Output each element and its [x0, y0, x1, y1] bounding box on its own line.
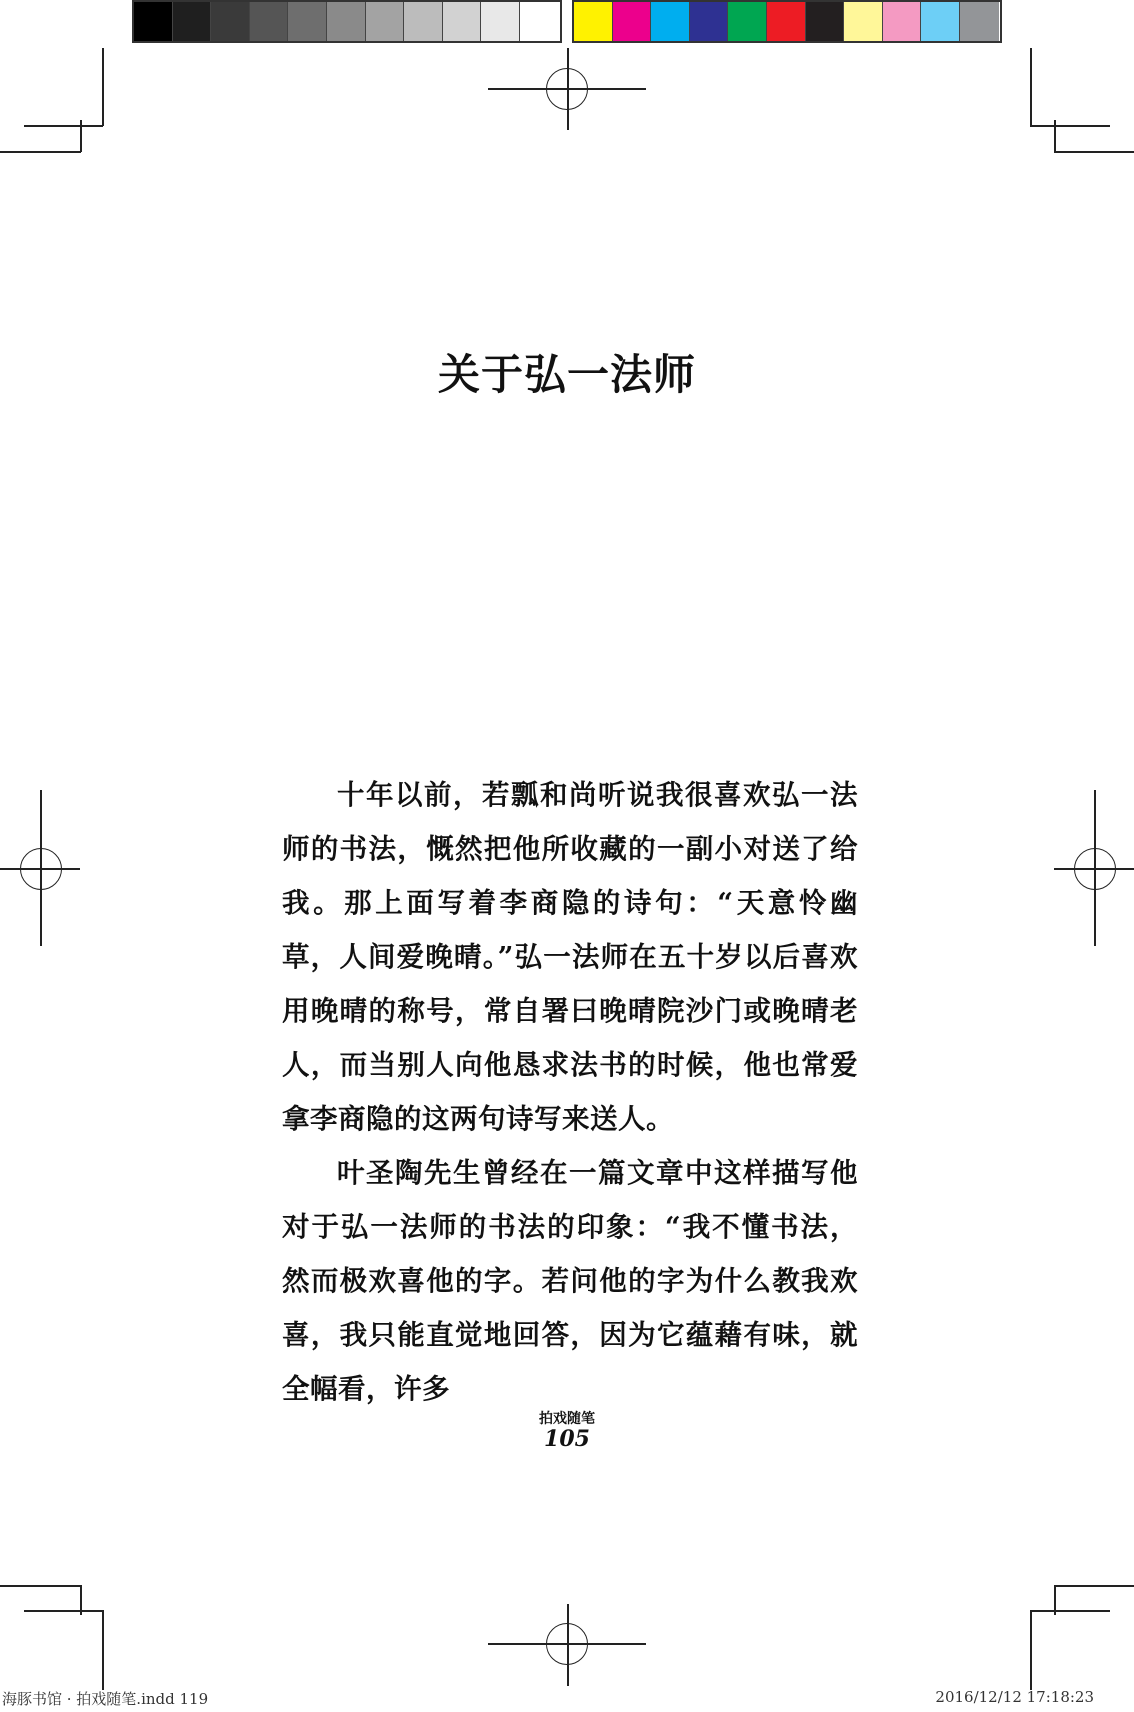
page-title: 关于弘一法师 — [437, 350, 696, 399]
registration-mark-circle — [546, 1623, 588, 1665]
crop-mark — [1054, 1585, 1134, 1587]
crop-mark — [1054, 120, 1056, 152]
color-swatch — [806, 2, 845, 41]
crop-mark — [0, 1585, 81, 1587]
color-swatch — [651, 2, 690, 41]
crop-mark — [102, 48, 104, 126]
body-text — [282, 768, 858, 1416]
color-swatch — [211, 2, 250, 41]
paragraph: 十年以前，若瓢和尚听说我很喜欢弘一法师的书法，慨然把他所收藏的一副小对送了给我。那上面写着李商隐的诗句：“天意怜幽草，人间爱晚晴。”弘一法师在五十岁以后喜欢用晚晴的称号，常自署曰晚晴院沙门或晚晴老人，而当别人向他恳求法书的时候，他也常爱拿李商隐的这两句诗写来送人。 — [282, 779, 858, 1135]
color-swatch — [327, 2, 366, 41]
crop-mark — [1030, 1610, 1110, 1612]
color-swatch — [288, 2, 327, 41]
color-swatch — [921, 2, 960, 41]
crop-mark — [1030, 48, 1032, 126]
crop-mark — [24, 125, 103, 127]
color-swatch — [767, 2, 806, 41]
color-swatch — [613, 2, 652, 41]
page-number: 105 — [544, 1426, 590, 1452]
crop-mark — [24, 1610, 103, 1612]
color-swatch — [844, 2, 883, 41]
color-swatch — [520, 2, 559, 41]
crop-mark — [0, 151, 81, 153]
crop-mark — [1030, 1610, 1032, 1690]
color-swatch — [960, 2, 999, 41]
color-swatch — [728, 2, 767, 41]
registration-mark-circle — [546, 68, 588, 110]
color-swatch — [366, 2, 405, 41]
registration-mark-circle — [1074, 848, 1116, 890]
crop-mark — [80, 120, 82, 152]
running-footer: 拍戏随笔 — [539, 1411, 595, 1427]
crop-mark — [1030, 125, 1110, 127]
color-swatch — [883, 2, 922, 41]
color-swatch — [404, 2, 443, 41]
slug-file-info: 海豚书馆 · 拍戏随笔.indd 119 — [2, 1690, 209, 1708]
color-swatch — [134, 2, 173, 41]
color-swatch — [443, 2, 482, 41]
process-color-bar — [572, 0, 1002, 43]
crop-mark — [1054, 151, 1134, 153]
color-swatch — [690, 2, 729, 41]
color-swatch — [481, 2, 520, 41]
paragraph: 叶圣陶先生曾经在一篇文章中这样描写他对于弘一法师的书法的印象：“我不懂书法，然而极欢喜他的字。若问他的字为什么教我欢喜，我只能直觉地回答，因为它蕴藉有味，就全幅看，许多 — [282, 1157, 858, 1405]
color-swatch — [250, 2, 289, 41]
slug-timestamp: 2016/12/12 17:18:23 — [935, 1688, 1094, 1706]
grayscale-color-bar — [132, 0, 562, 43]
crop-mark — [102, 1610, 104, 1690]
color-swatch — [173, 2, 212, 41]
registration-mark-circle — [20, 848, 62, 890]
color-swatch — [574, 2, 613, 41]
